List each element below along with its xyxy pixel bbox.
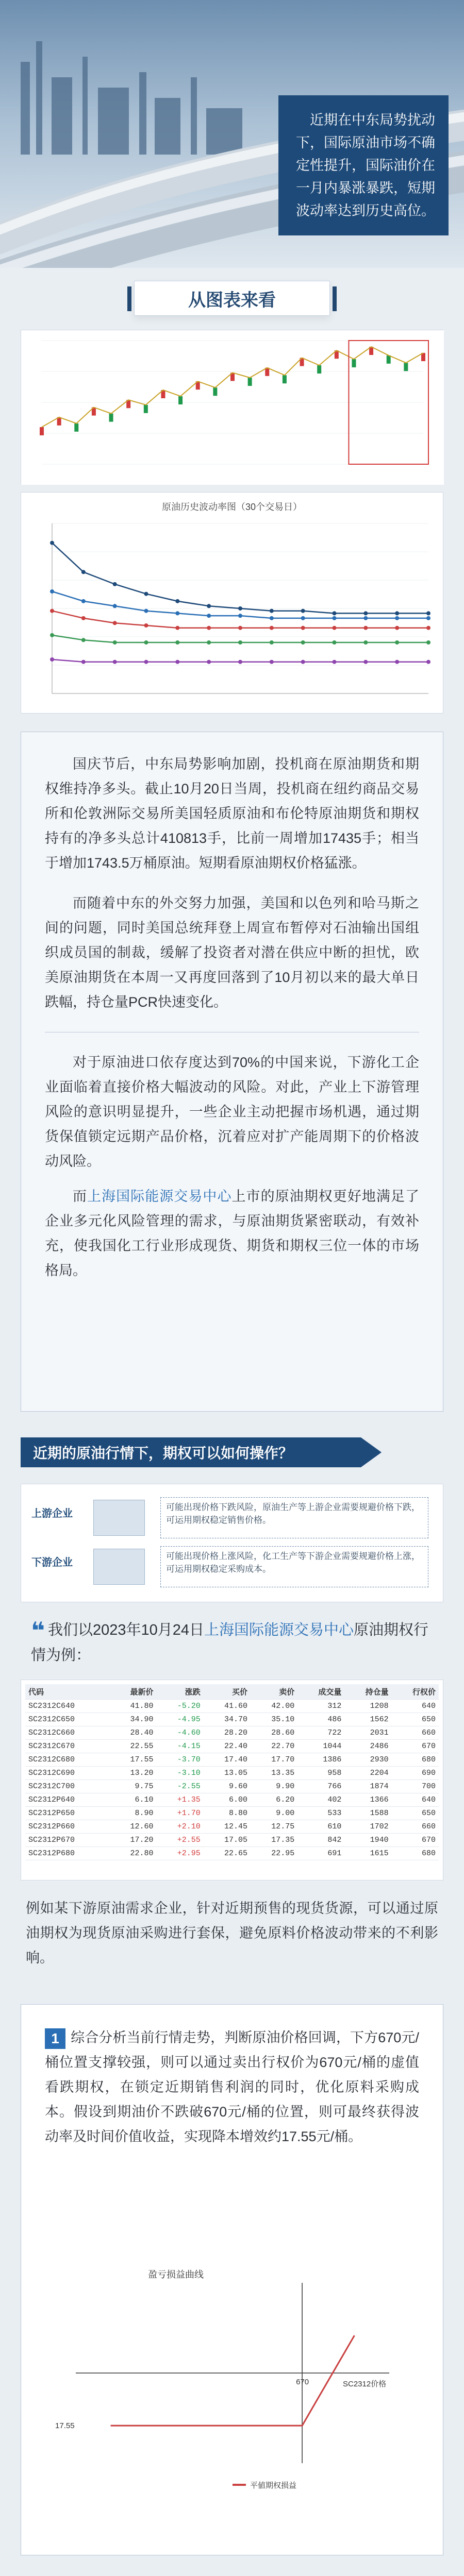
downstream-risk-box: 可能出现价格上涨风险，化工生产等下游企业需要规避价格上涨，可运用期权稳定采购成本。	[160, 1546, 428, 1587]
table-cell: +1.70	[157, 1807, 204, 1820]
table-cell: 1044	[297, 1740, 344, 1753]
table-cell: 1874	[344, 1780, 391, 1793]
table-cell: 22.65	[204, 1847, 251, 1860]
table-row	[25, 1834, 439, 1847]
table-cell: 610	[297, 1820, 344, 1834]
table-cell: 640	[392, 1700, 439, 1713]
section-banner: 从图表来看	[134, 281, 330, 316]
downstream-label: 下游企业	[31, 1557, 73, 1568]
table-header-cell: 最新价	[109, 1684, 156, 1700]
table-header-row	[25, 1684, 439, 1700]
volatility-chart-title: 原油历史波动率图（30个交易日）	[161, 502, 303, 512]
table-cell: -4.95	[157, 1713, 204, 1726]
candle	[404, 363, 408, 371]
table-cell: 9.75	[109, 1780, 156, 1793]
volatility-chart-card	[21, 492, 443, 714]
table-cell: -4.60	[157, 1726, 204, 1740]
table-row	[25, 1847, 439, 1860]
table-cell: SC2312C660	[25, 1726, 109, 1740]
volatility-chart	[21, 513, 444, 714]
table-cell: 842	[297, 1834, 344, 1847]
table-cell: 722	[297, 1726, 344, 1740]
table-cell: 1386	[297, 1753, 344, 1767]
table-row	[25, 1713, 439, 1726]
table-cell: 8.90	[109, 1807, 156, 1820]
candle	[40, 427, 44, 435]
table-cell: +2.55	[157, 1834, 204, 1847]
table-cell: 28.20	[204, 1726, 251, 1740]
table-cell: -5.20	[157, 1700, 204, 1713]
table-cell: 766	[297, 1780, 344, 1793]
table-cell: 17.40	[204, 1753, 251, 1767]
option-quote-table-card	[21, 1680, 443, 1880]
table-cell: 2930	[344, 1753, 391, 1767]
candle	[178, 396, 183, 404]
table-body	[25, 1700, 439, 1860]
table-cell: 22.40	[204, 1740, 251, 1753]
table-cell: 1366	[344, 1793, 391, 1807]
table-cell: -3.70	[157, 1753, 204, 1767]
candle	[387, 355, 391, 364]
table-cell: 6.20	[251, 1793, 297, 1807]
table-cell: 680	[392, 1753, 439, 1767]
case-1-body: 综合分析当前行情走势，判断原油价格回调，下方670元/桶位置支撑较强，则可以通过卖出行权价为670元/桶的虚值看跌期权，在锁定近期销售利润的同时，优化原料采购成本。假设到期油价不跌破670元/桶的位置，则可最终获得波动率及时间价值收益，实现降本增效约17.55元/桶。	[45, 2030, 419, 2144]
candle	[283, 375, 287, 383]
table-cell: 660	[392, 1726, 439, 1740]
upstream-risk-box: 可能出现价格下跌风险，原油生产等上游企业需要规避价格下跌，可运用期权稳定销售价格。	[160, 1497, 428, 1538]
table-header-cell: 行权价	[392, 1684, 439, 1700]
table-cell: 17.05	[204, 1834, 251, 1847]
case-1-card	[21, 2004, 443, 2555]
table-cell: 680	[392, 1847, 439, 1860]
table-cell: 650	[392, 1713, 439, 1726]
exchange-highlight: 上海国际能源交易中心	[87, 1189, 232, 1204]
table-cell: 691	[297, 1847, 344, 1860]
table-header-cell: 卖价	[251, 1684, 297, 1700]
table-row	[25, 1700, 439, 1713]
analysis-para-1: 国庆节后，中东局势影响加剧，投机商在原油期货和期权维持净多头。截止10月20日当周，投机商在纽约商品交易所和伦敦洲际交易所美国轻质原油和布伦特原油期货和期权持有的净多头总计410813手，比前一周增加17435手；相当于增加1743.5万桶原油。短期看原油期权价格猛涨。	[45, 756, 419, 871]
table-cell: 9.60	[204, 1780, 251, 1793]
table-header-cell: 涨跌	[157, 1684, 204, 1700]
table-cell: 670	[392, 1834, 439, 1847]
hedge-example-para: 例如某下游原油需求企业，针对近期预售的现货货源，可以通过原油期权为现货原油采购进行套保，避免原料价格波动带来的不利影响。	[26, 1901, 438, 1965]
table-cell: 650	[392, 1807, 439, 1820]
hero-text: 近期在中东局势扰动下，国际原油市场不确定性提升，国际油价在一月内暴涨暴跌，短期波动率达到历史高位。	[278, 95, 449, 235]
table-cell: 17.20	[109, 1834, 156, 1847]
analysis-para-3: 对于原油进口依存度达到70%的中国来说，下游化工企业面临着直接价格大幅波动的风险。对此，产业上下游管理风险的意识明显提升，一些企业主动把握市场机遇，通过期货保值锁定远期产品价格，沉着应对扩产能周期下的价格波动风险。	[45, 1055, 419, 1169]
table-cell: 690	[392, 1767, 439, 1780]
candle	[144, 405, 148, 413]
table-cell: 13.35	[251, 1767, 297, 1780]
analysis-para-2: 而随着中东的外交努力加强，美国和以色列和哈马斯之间的问题，同时美国总统拜登上周宣布暂停对石油输出国组织成员国的制裁，缓解了投资者对潜在供应中断的担忧，欧美原油期货在本周一又再度回落到了10月初以来的最大单日跌幅，持仓量PCR快速变化。	[45, 895, 419, 1010]
legend-swatch	[233, 2484, 246, 2486]
table-cell: SC2312C700	[25, 1780, 109, 1793]
table-row	[25, 1767, 439, 1780]
table-cell: 17.35	[251, 1834, 297, 1847]
table-header-cell: 持仓量	[344, 1684, 391, 1700]
upstream-label: 上游企业	[31, 1508, 73, 1519]
table-row	[25, 1753, 439, 1767]
table-header-cell: 成交量	[297, 1684, 344, 1700]
table-cell: 402	[297, 1793, 344, 1807]
intro-highlight: 上海国际能源交易中心	[204, 1622, 354, 1638]
candle	[74, 423, 78, 432]
table-cell: -2.55	[157, 1780, 204, 1793]
option-quote-table	[25, 1684, 439, 1860]
section-title-options: 近期的原油行情下，期权可以如何操作？	[21, 1437, 361, 1467]
table-cell: 34.70	[204, 1713, 251, 1726]
table-cell: +2.95	[157, 1847, 204, 1860]
table-row	[25, 1820, 439, 1834]
legend-label: 平値期权损益	[250, 2481, 297, 2490]
table-cell: 486	[297, 1713, 344, 1726]
table-cell: 640	[392, 1793, 439, 1807]
table-cell: +1.35	[157, 1793, 204, 1807]
table-cell: 41.80	[109, 1700, 156, 1713]
quote-mark-icon: ❝	[31, 1617, 45, 1644]
table-cell: 6.10	[109, 1793, 156, 1807]
table-cell: 17.55	[109, 1753, 156, 1767]
candle	[213, 387, 217, 396]
series-line	[52, 543, 428, 614]
x-axis-label: SC2312价格	[343, 2380, 387, 2388]
table-cell: 22.80	[109, 1847, 156, 1860]
table-row	[25, 1793, 439, 1807]
table-cell: SC2312P660	[25, 1820, 109, 1834]
table-cell: 22.55	[109, 1740, 156, 1753]
table-cell: 17.70	[251, 1753, 297, 1767]
table-cell: 670	[392, 1740, 439, 1753]
candle	[248, 378, 252, 386]
table-cell: -4.15	[157, 1740, 204, 1753]
table-cell: 958	[297, 1767, 344, 1780]
table-cell: 13.05	[204, 1767, 251, 1780]
table-cell: 28.60	[251, 1726, 297, 1740]
payoff-chart-title: 盈亏损益曲线	[148, 2269, 204, 2280]
table-cell: 1208	[344, 1700, 391, 1713]
table-cell: 12.45	[204, 1820, 251, 1834]
table-cell: 1702	[344, 1820, 391, 1834]
analysis-card	[21, 732, 443, 1412]
table-cell: 533	[297, 1807, 344, 1820]
intro-prefix: 我们以2023年10月24日	[48, 1622, 205, 1638]
table-cell: 1562	[344, 1713, 391, 1726]
table-row	[25, 1780, 439, 1793]
table-cell: SC2312C690	[25, 1767, 109, 1780]
intro-suffix: 原油期权行情为例：	[31, 1622, 429, 1664]
table-cell: SC2312P640	[25, 1793, 109, 1807]
case-1-text	[45, 2025, 419, 2149]
table-row	[25, 1726, 439, 1740]
table-cell: 2031	[344, 1726, 391, 1740]
para4-prefix: 而	[73, 1189, 88, 1204]
table-cell: 700	[392, 1780, 439, 1793]
table-header-cell: 买价	[204, 1684, 251, 1700]
table-cell: -3.10	[157, 1767, 204, 1780]
table-cell: SC2312P670	[25, 1834, 109, 1847]
y-tick-label: 17.55	[55, 2421, 75, 2431]
table-row	[25, 1807, 439, 1820]
payoff-chart-1	[45, 2262, 420, 2504]
table-cell: 1940	[344, 1834, 391, 1847]
table-row	[25, 1740, 439, 1753]
table-header-cell: 代码	[25, 1684, 109, 1700]
analysis-para-4	[45, 1184, 419, 1283]
table-cell: SC2312P650	[25, 1807, 109, 1820]
table-cell: SC2312C680	[25, 1753, 109, 1767]
table-cell: 2486	[344, 1740, 391, 1753]
candle	[352, 359, 356, 367]
plant-icon	[93, 1549, 145, 1585]
factory-icon	[93, 1500, 145, 1536]
table-cell: 12.60	[109, 1820, 156, 1834]
table-cell: 42.00	[251, 1700, 297, 1713]
table-cell: 312	[297, 1700, 344, 1713]
table-cell: 13.20	[109, 1767, 156, 1780]
table-cell: 35.10	[251, 1713, 297, 1726]
table-cell: 9.90	[251, 1780, 297, 1793]
table-cell: 1588	[344, 1807, 391, 1820]
table-cell: 8.80	[204, 1807, 251, 1820]
table-cell: 6.00	[204, 1793, 251, 1807]
enterprise-diagram	[21, 1484, 443, 1602]
candle	[317, 365, 321, 374]
table-cell: SC2312C650	[25, 1713, 109, 1726]
hero-section	[0, 0, 464, 268]
price-chart	[21, 330, 444, 485]
table-cell: SC2312C640	[25, 1700, 109, 1713]
price-chart-card	[21, 330, 443, 484]
table-cell: 2204	[344, 1767, 391, 1780]
case-1-number: 1	[45, 2028, 65, 2049]
table-cell: 34.90	[109, 1713, 156, 1726]
payoff-line	[111, 2335, 355, 2426]
chart-bg	[21, 330, 444, 485]
candle	[109, 414, 113, 422]
options-intro	[31, 1618, 433, 1668]
table-cell: 660	[392, 1820, 439, 1834]
table-cell: 12.75	[251, 1820, 297, 1834]
table-cell: SC2312P680	[25, 1847, 109, 1860]
table-cell: 1615	[344, 1847, 391, 1860]
table-cell: 22.70	[251, 1740, 297, 1753]
table-cell: +2.10	[157, 1820, 204, 1834]
table-cell: 41.60	[204, 1700, 251, 1713]
para4-suffix: 上市的原油期权更好地满足了企业多元化风险管理的需求，与原油期货紧密联动，有效补充，使我国化工行业形成现货、期货和期权三位一体的市场格局。	[45, 1189, 420, 1278]
table-cell: 28.40	[109, 1726, 156, 1740]
table-cell: 9.00	[251, 1807, 297, 1820]
x-tick-label: 670	[296, 2378, 309, 2386]
table-cell: SC2312C670	[25, 1740, 109, 1753]
table-cell: 22.95	[251, 1847, 297, 1860]
